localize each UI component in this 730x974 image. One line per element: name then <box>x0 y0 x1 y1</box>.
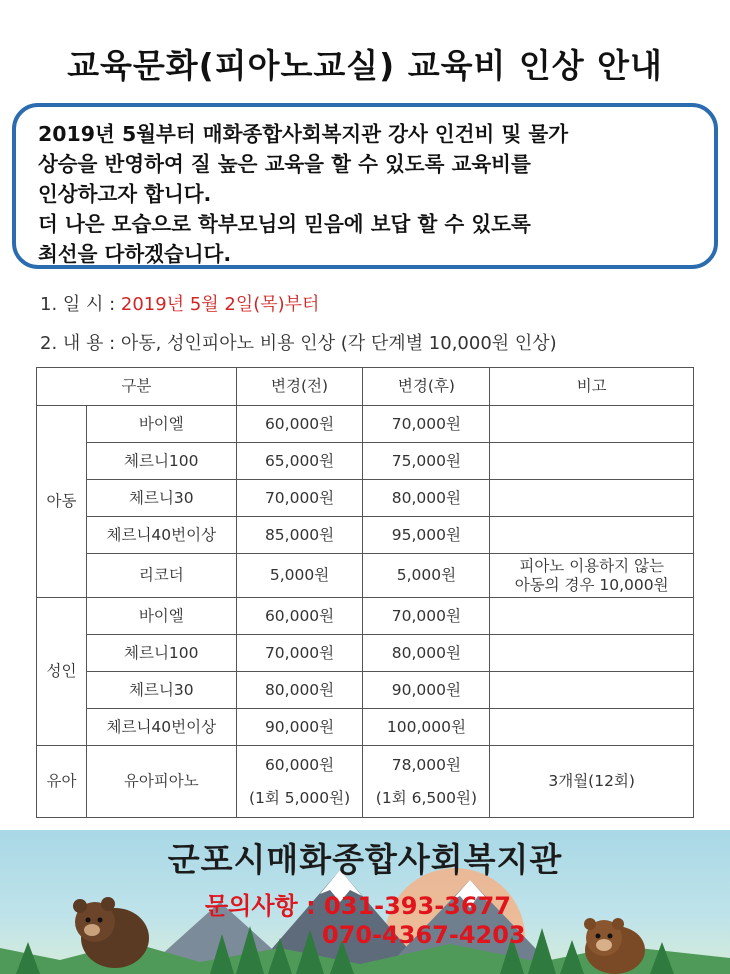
table-row <box>37 480 694 517</box>
fee-before: 70,000원 <box>236 480 363 517</box>
fee-before: 80,000원 <box>236 672 363 709</box>
fee-after: 70,000원 <box>363 598 490 635</box>
group-adult: 성인 <box>37 598 87 746</box>
course-name: 리코더 <box>86 554 236 598</box>
fee-note <box>490 554 694 598</box>
course-name: 체르니30 <box>86 672 236 709</box>
fee-after-value: 78,000원 <box>391 755 461 774</box>
fee-note <box>490 517 694 554</box>
info-content <box>40 329 557 355</box>
fee-after: 5,000원 <box>363 554 490 598</box>
notice-line: 상승을 반영하여 질 높은 교육을 할 수 있도록 교육비를 <box>38 152 531 176</box>
course-name: 바이엘 <box>86 406 236 443</box>
group-child: 아동 <box>37 406 87 598</box>
fee-before-sub: (1회 5,000원) <box>248 788 351 807</box>
contact-label: 문의사항 : <box>205 892 325 920</box>
fee-after <box>363 746 490 818</box>
fee-note <box>490 635 694 672</box>
fee-after: 95,000원 <box>363 517 490 554</box>
table-row <box>37 746 694 818</box>
fee-after: 90,000원 <box>363 672 490 709</box>
notice-line: 2019년 5월부터 매화종합사회복지관 강사 인건비 및 물가 <box>38 122 569 146</box>
fee-before: 65,000원 <box>236 443 363 480</box>
notice-line: 최선을 다하겠습니다. <box>38 242 232 266</box>
course-name: 바이엘 <box>86 598 236 635</box>
fee-before: 60,000원 <box>236 406 363 443</box>
fee-before: 85,000원 <box>236 517 363 554</box>
fee-before: 70,000원 <box>236 635 363 672</box>
table-row <box>37 598 694 635</box>
header-category: 구분 <box>37 368 237 406</box>
group-infant: 유아 <box>37 746 87 818</box>
course-name: 체르니30 <box>86 480 236 517</box>
fee-before: 90,000원 <box>236 709 363 746</box>
fee-note <box>490 443 694 480</box>
footer-banner <box>0 830 730 974</box>
contact-phone-2: 070-4367-4203 <box>322 921 526 949</box>
page-title: 교육문화(피아노교실) 교육비 인상 안내 <box>67 46 663 85</box>
info-date-value: 2019년 5월 2일(목)부터 <box>120 294 320 315</box>
fee-note-line: 아동의 경우 10,000원 <box>514 575 669 594</box>
course-name: 체르니100 <box>86 635 236 672</box>
header-before: 변경(전) <box>236 368 363 406</box>
info-date <box>40 290 319 316</box>
table-row <box>37 635 694 672</box>
fee-note-line: 피아노 이용하지 않는 <box>519 556 664 575</box>
table-row <box>37 672 694 709</box>
header-note: 비고 <box>490 368 694 406</box>
notice-box <box>12 103 718 269</box>
course-name: 유아피아노 <box>86 746 236 818</box>
notice-line: 인상하고자 합니다. <box>38 182 212 206</box>
course-name: 체르니100 <box>86 443 236 480</box>
fee-note <box>490 480 694 517</box>
fee-before: 60,000원 <box>236 598 363 635</box>
fee-note <box>490 672 694 709</box>
fee-after-sub: (1회 6,500원) <box>375 788 477 807</box>
fee-note: 3개월(12회) <box>490 746 694 818</box>
fee-after: 80,000원 <box>363 480 490 517</box>
info-content-value: 아동, 성인피아노 비용 인상 (각 단계별 10,000원 인상) <box>120 333 557 354</box>
fee-before: 5,000원 <box>236 554 363 598</box>
fee-after: 75,000원 <box>363 443 490 480</box>
table-row <box>37 554 694 598</box>
fee-table <box>36 367 694 818</box>
fee-after: 100,000원 <box>363 709 490 746</box>
info-content-label: 2. 내 용 : <box>40 333 121 354</box>
notice-line: 더 나은 모습으로 학부모님의 믿음에 보답 할 수 있도록 <box>38 212 531 236</box>
contact-line-1 <box>205 886 511 921</box>
contact-phone-1: 031-393-3677 <box>324 892 511 920</box>
course-name: 체르니40번이상 <box>86 517 236 554</box>
org-name: 군포시매화종합사회복지관 <box>167 840 563 879</box>
fee-before-value: 60,000원 <box>264 755 335 774</box>
bear-right-icon <box>584 918 645 974</box>
table-header-row <box>37 368 694 406</box>
table-row <box>37 517 694 554</box>
fee-note <box>490 406 694 443</box>
header-after: 변경(후) <box>363 368 490 406</box>
fee-note <box>490 598 694 635</box>
fee-note <box>490 709 694 746</box>
fee-before <box>236 746 363 818</box>
table-row <box>37 709 694 746</box>
info-date-label: 1. 일 시 : <box>40 294 121 315</box>
fee-after: 80,000원 <box>363 635 490 672</box>
table-row <box>37 406 694 443</box>
table-row <box>37 443 694 480</box>
course-name: 체르니40번이상 <box>86 709 236 746</box>
fee-after: 70,000원 <box>363 406 490 443</box>
